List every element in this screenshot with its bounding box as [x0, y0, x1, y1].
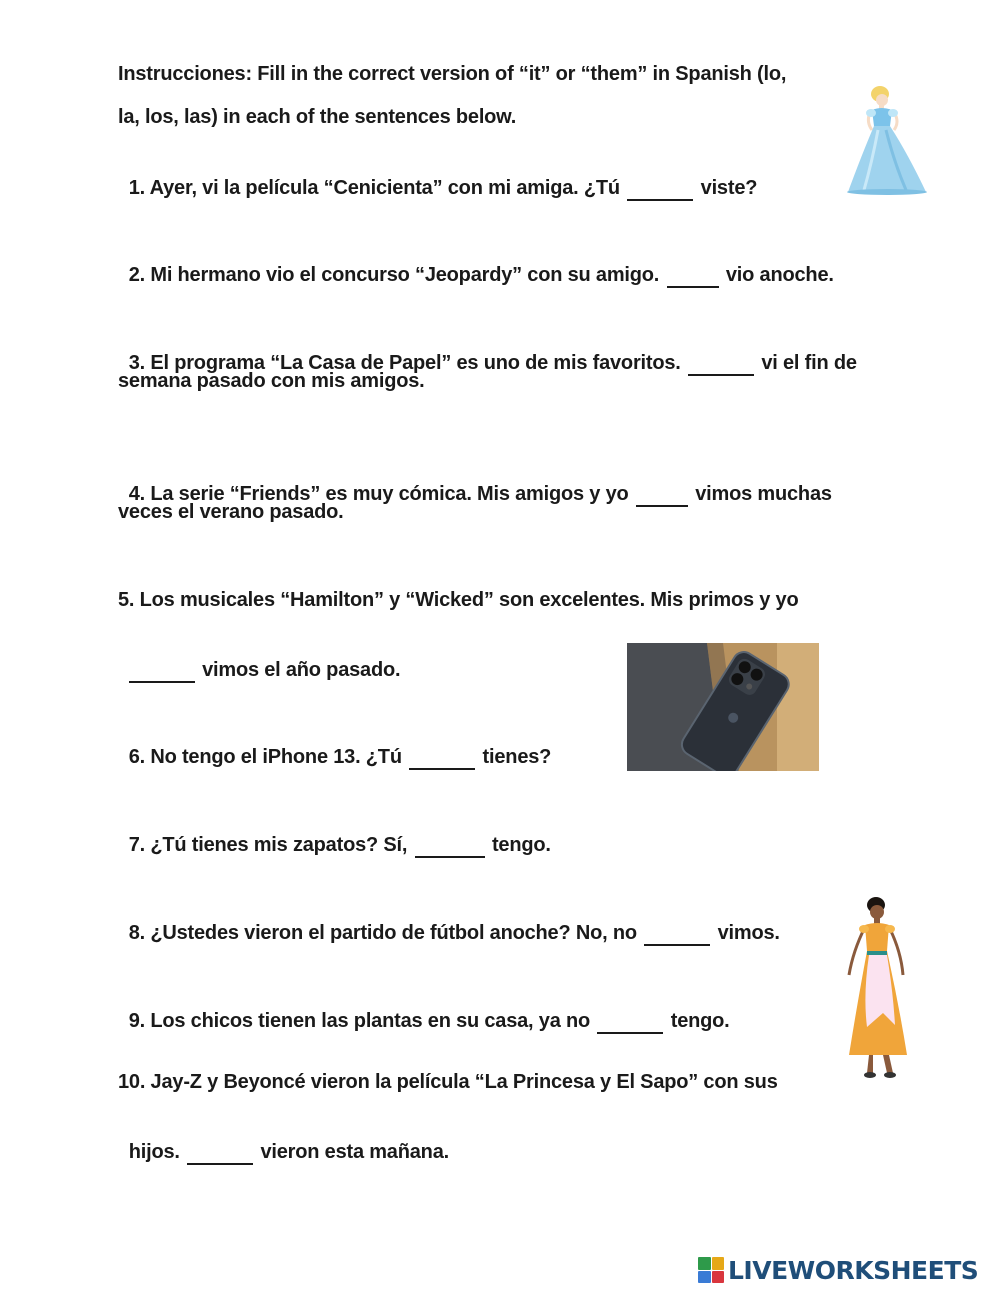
question-7 — [118, 806, 551, 858]
iphone-photo — [627, 643, 819, 771]
question-3-answer-input[interactable] — [688, 354, 754, 376]
question-5-text-after: vimos el año pasado. — [196, 659, 401, 681]
question-1-answer-input[interactable] — [627, 179, 693, 201]
question-5-continuation — [118, 631, 400, 683]
question-5-answer-input[interactable] — [129, 661, 195, 683]
question-9-text-before: 9. Los chicos tienen las plantas en su casa, ya no — [128, 1010, 596, 1032]
question-9-text-after: tengo. — [665, 1010, 730, 1032]
liveworksheets-brand-text: LIVEWORKSHEETS — [728, 1255, 979, 1285]
question-7-text-before: 7. ¿Tú tienes mis zapatos? Sí, — [128, 834, 413, 856]
question-5: 5. Los musicales “Hamilton” y “Wicked” son excelentes. Mis primos y yo — [118, 589, 799, 611]
question-2-text-before: 2. Mi hermano vio el concurso “Jeopardy” con su amigo. — [128, 264, 665, 286]
question-3-text-after: vi el fin de — [756, 352, 857, 374]
question-6-text-after: tienes? — [477, 746, 552, 768]
question-8-answer-input[interactable] — [644, 924, 710, 946]
question-3-text-before: 3. El programa “La Casa de Papel” es uno de mis favoritos. — [128, 352, 686, 374]
question-2 — [118, 236, 834, 288]
question-1-text-before: 1. Ayer, vi la película “Cenicienta” con mi amiga. ¿Tú — [128, 177, 626, 199]
logo-square-i — [712, 1257, 725, 1270]
liveworksheets-logo-icon — [698, 1257, 724, 1283]
question-10-continuation — [118, 1113, 449, 1165]
liveworksheets-logo[interactable] — [698, 1253, 978, 1287]
question-6 — [118, 718, 551, 770]
tiana-illustration — [843, 895, 921, 1079]
question-7-text-after: tengo. — [486, 834, 551, 856]
question-4-answer-input[interactable] — [636, 485, 688, 507]
question-4-text-after: vimos muchas — [689, 483, 832, 505]
question-7-answer-input[interactable] — [415, 836, 485, 858]
question-8 — [118, 894, 780, 946]
question-9 — [118, 982, 730, 1034]
question-1-text-after: viste? — [695, 177, 758, 199]
instructions-line-1: Instrucciones: Fill in the correct version of “it” or “them” in Spanish (lo, — [118, 63, 787, 85]
logo-square-l — [698, 1257, 711, 1270]
question-2-text-after: vio anoche. — [720, 264, 834, 286]
question-1 — [118, 149, 757, 201]
question-10-answer-input[interactable] — [187, 1143, 253, 1165]
question-8-text-after: vimos. — [712, 922, 780, 944]
question-4-text-before: 4. La serie “Friends” es muy cómica. Mis amigos y yo — [128, 483, 634, 505]
instructions-line-2: la, los, las) in each of the sentences below. — [118, 106, 517, 128]
question-3-continuation: semana pasado con mis amigos. — [118, 370, 425, 392]
question-9-answer-input[interactable] — [597, 1012, 663, 1034]
cinderella-illustration — [842, 84, 932, 196]
question-10-text-after: vieron esta mañana. — [255, 1141, 449, 1163]
question-2-answer-input[interactable] — [667, 266, 719, 288]
logo-square-e — [712, 1271, 725, 1284]
question-6-text-before: 6. No tengo el iPhone 13. ¿Tú — [128, 746, 408, 768]
question-4-continuation: veces el verano pasado. — [118, 501, 344, 523]
question-10-text-before: hijos. — [128, 1141, 186, 1163]
question-10: 10. Jay-Z y Beyoncé vieron la película “La Princesa y El Sapo” con sus — [118, 1071, 778, 1093]
logo-square-v — [698, 1271, 711, 1284]
question-6-answer-input[interactable] — [409, 748, 475, 770]
question-8-text-before: 8. ¿Ustedes vieron el partido de fútbol anoche? No, no — [128, 922, 643, 944]
